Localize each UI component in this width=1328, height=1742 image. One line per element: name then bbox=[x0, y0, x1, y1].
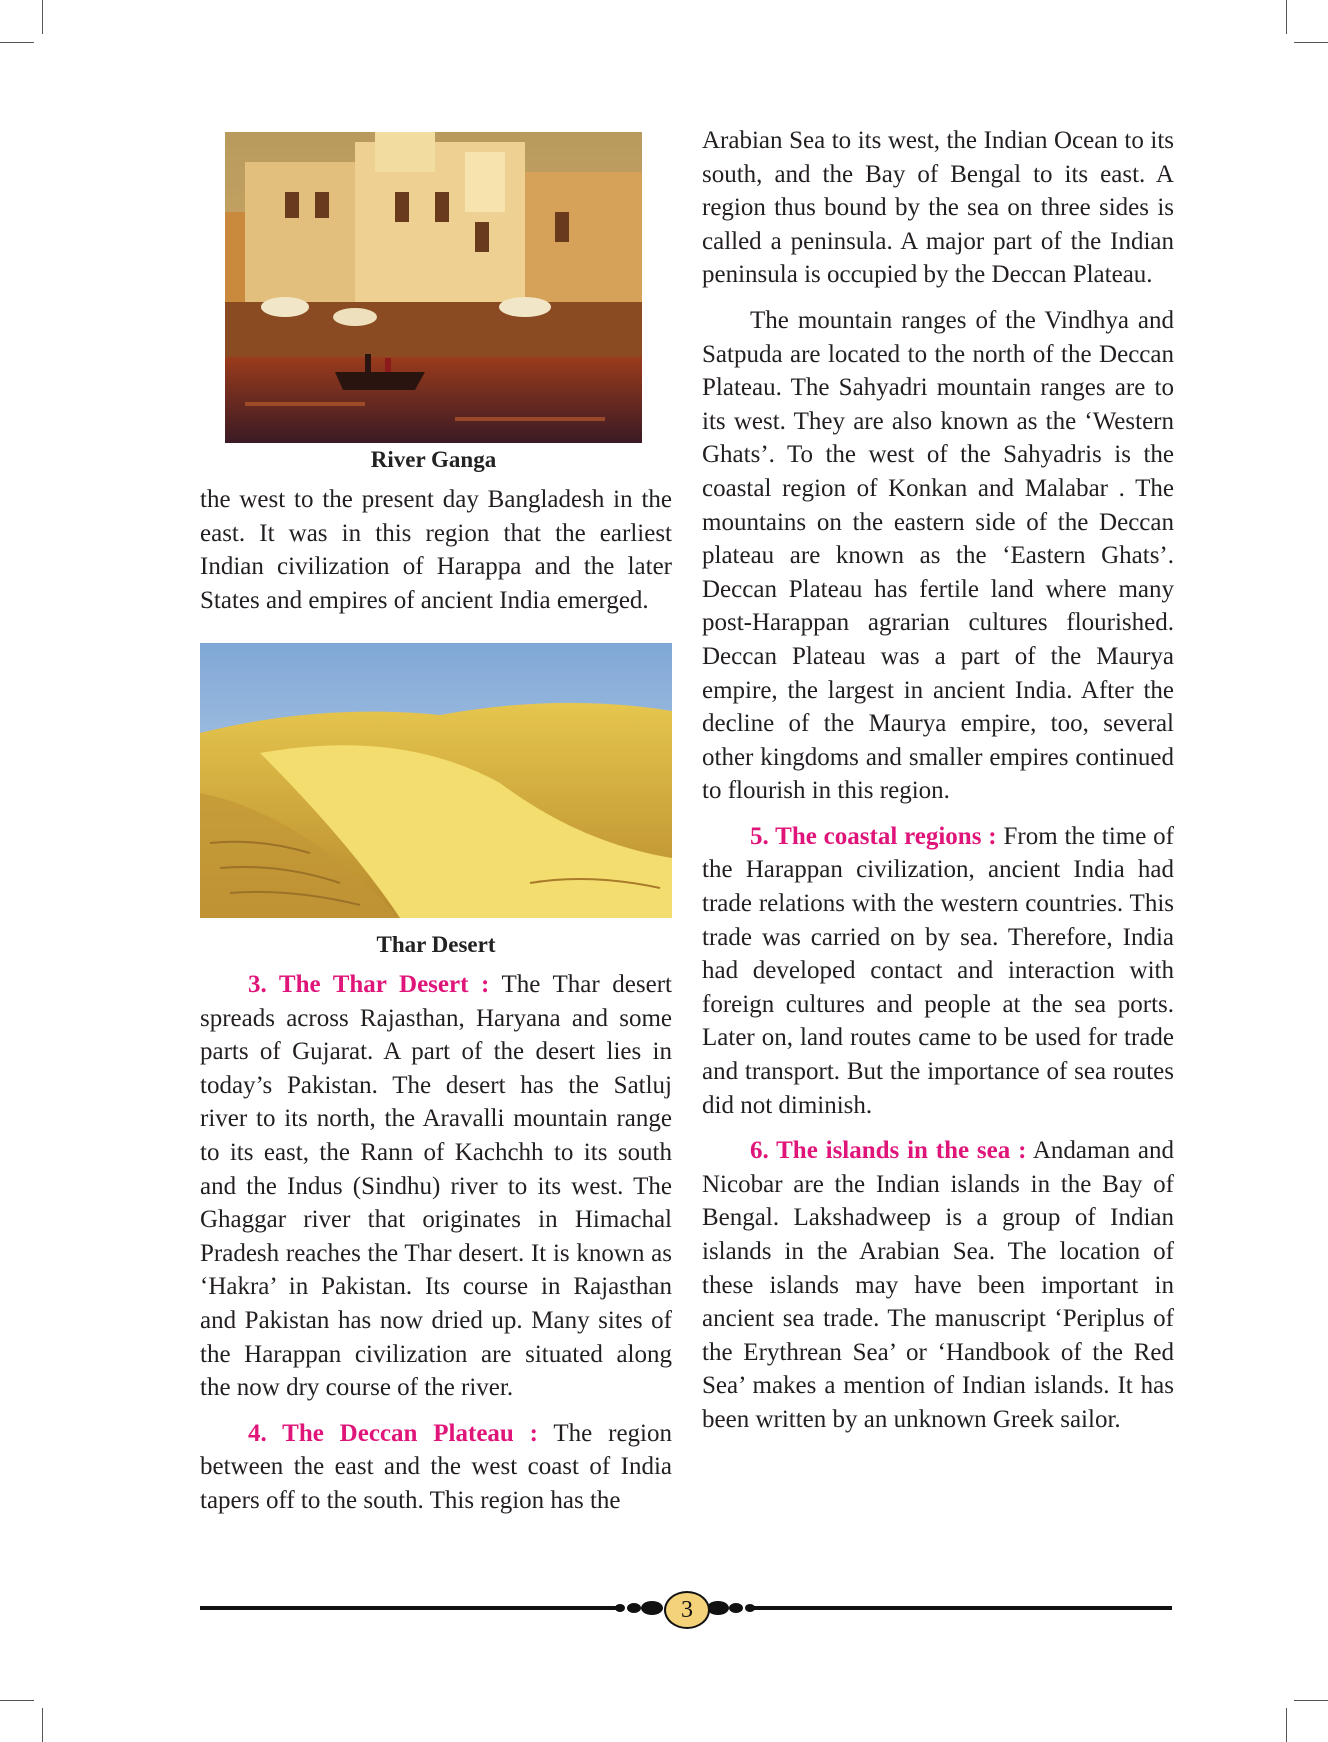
section-thar-desert bbox=[200, 968, 672, 1405]
heading-islands: 6. The islands in the sea : bbox=[750, 1137, 1027, 1165]
crop-mark bbox=[1294, 1700, 1328, 1701]
paragraph-intro: the west to the present day Bangladesh in the east. It was in this region that the earliest Indian civilization of Harappa and the later States and empires of ancient India emerged. bbox=[200, 486, 672, 614]
heading-deccan-plateau: 4. The Deccan Plateau : bbox=[248, 1419, 538, 1447]
heading-thar-desert: 3. The Thar Desert : bbox=[248, 971, 490, 998]
footer-rule-right bbox=[748, 1606, 1172, 1610]
coastal-text: From the time of the Harappan civilization, ancient India had trade relations with the western countries. This trade was carried on by sea. Therefore, India had developed contact and interaction with foreign cultures and people at the sea ports. Later on, land routes came to be used for trade and transport. But the importance of sea routes did not diminish. bbox=[702, 822, 1175, 1119]
thar-text: The Thar desert spreads across Rajasthan, Haryana and some parts of Gujarat. A part of the desert lies in today’s Pakistan. The desert has the Satluj river to its north, the Aravalli mountain range to its east, the Rann of Kachchh to its south and the Indus (Sindhu) river to its west. The Ghaggar river that originates in Himachal Pradesh reaches the Thar desert. It is known as ‘Hakra’ in Pakistan. Its course in Rajasthan and Pakistan has now dried up. Many sites of the Harappan civilization are situated along the now dry course of the river. bbox=[200, 971, 672, 1402]
figure-caption-river-ganga: River Ganga bbox=[370, 447, 497, 472]
section-deccan-plateau bbox=[200, 1417, 672, 1518]
crop-mark bbox=[42, 1708, 43, 1742]
left-column-bottom bbox=[200, 968, 672, 1518]
crop-mark bbox=[42, 0, 43, 34]
crop-mark bbox=[0, 1700, 34, 1701]
left-column-top bbox=[200, 483, 672, 617]
deccan-text: The region between the east and the west coast of India tapers off to the south. This region has the bbox=[200, 1419, 672, 1514]
crop-mark bbox=[0, 42, 34, 43]
paragraph-mountain-ranges: The mountain ranges of the Vindhya and Satpuda are located to the north of the Deccan Plateau. The Sahyadri mountain ranges are to its west. They are also known as the ‘Western Ghats’. To the west of the Sahyadris is the coastal region of Konkan and Malabar . The mountains on the eastern side of the Deccan plateau are known as the ‘Eastern Ghats’. Deccan Plateau has fertile land where many post-Harappan agrarian cultures flourished. Deccan Plateau was a part of the Maurya empire, the largest in ancient India. After the decline of the Maurya empire, too, several other kingdoms and smaller empires continued to flourish in this region. bbox=[702, 306, 1174, 805]
river-ganga-image bbox=[225, 132, 642, 443]
thar-desert-image bbox=[200, 643, 672, 918]
crop-mark bbox=[1286, 1708, 1287, 1742]
figure-caption-thar-desert: Thar Desert bbox=[376, 932, 496, 957]
section-coastal-regions bbox=[702, 820, 1174, 1122]
section-islands bbox=[702, 1134, 1174, 1436]
page-number: 3 bbox=[664, 1591, 710, 1629]
islands-text: Andaman and Nicobar are the Indian islands in the Bay of Bengal. Lakshadweep is a group of Indian islands in the Arabian Sea. The location of these islands may have been important in ancient sea trade. The manuscript ‘Periplus of the Erythrean Sea’ or ‘Handbook of the Red Sea’ makes a mention of Indian islands. It has been written by an unknown Greek sailor. bbox=[702, 1137, 1174, 1433]
right-column bbox=[702, 124, 1174, 1437]
crop-mark bbox=[1286, 0, 1287, 34]
crop-mark bbox=[1294, 42, 1328, 43]
heading-coastal-regions: 5. The coastal regions : bbox=[750, 822, 997, 850]
paragraph-peninsula: Arabian Sea to its west, the Indian Ocean to its south, and the Bay of Bengal to its east. A region thus bound by the sea on three sides is called a peninsula. A major part of the Indian peninsula is occupied by the Deccan Plateau. bbox=[702, 127, 1174, 289]
footer-rule-left bbox=[200, 1606, 620, 1610]
